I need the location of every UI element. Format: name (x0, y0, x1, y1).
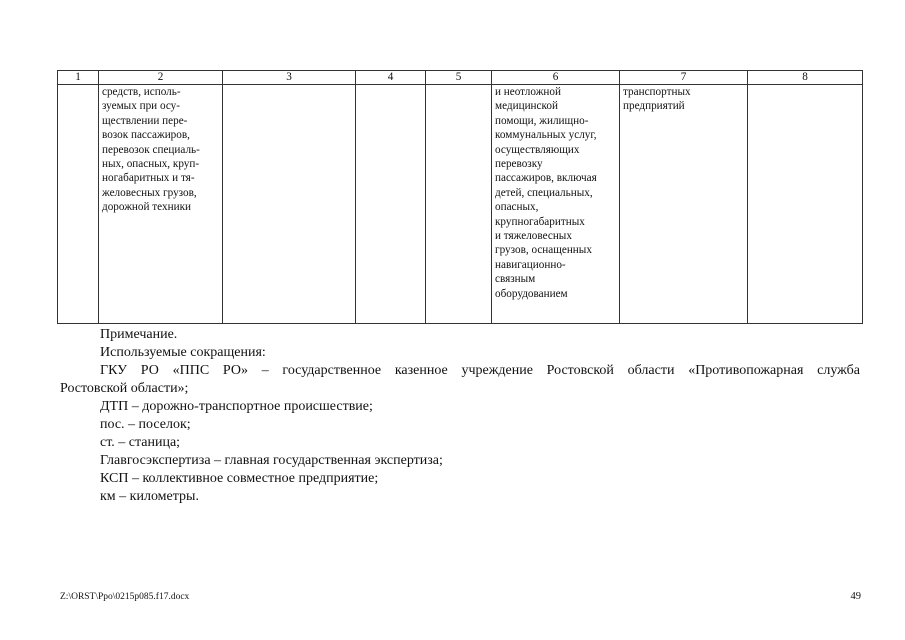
cell-text-line: осуществляющих (495, 143, 580, 156)
table-header-row (58, 71, 863, 85)
column-header-2: 2 (99, 71, 223, 85)
cell-text-line: транспортных (623, 86, 691, 98)
cell-text-line: дорожной техники (102, 201, 191, 214)
cell-text-line: медицинской (495, 100, 558, 113)
cell-text-line: оборудованием (495, 287, 568, 300)
abbreviation-gku-line2: Ростовской области»; (60, 381, 189, 396)
cell-text-line: перевозок специаль- (102, 143, 200, 156)
abbreviation-gku-line1: ГКУ РО «ППС РО» – государственное казенное учреждение Ростовской области «Противопожарная служба (100, 363, 860, 378)
abbreviation-ksp: КСП – коллективное совместное предприятие; (100, 471, 379, 486)
table-cell-col4 (356, 85, 426, 324)
cell-text-line: крупногабаритных (495, 215, 585, 228)
cell-text-line: пассажиров, включая (495, 172, 597, 185)
cell-text-line: предприятий (623, 100, 685, 113)
cell-text-line: перевозку (495, 158, 543, 171)
cell-text-line: коммунальных услуг, (495, 129, 597, 142)
cell-text-line: средств, исполь- (102, 86, 181, 98)
notes-subheading: Используемые сокращения: (100, 345, 266, 360)
column-header-7: 7 (620, 71, 748, 85)
cell-text-line: навигационно- (495, 258, 566, 271)
table-row (58, 85, 863, 324)
footer-file-path: Z:\ORST\Ppo\0215p085.f17.docx (60, 592, 190, 602)
table-cell-col2 (99, 85, 223, 324)
cell-text-line: и неотложной (495, 86, 561, 98)
cell-text-line: грузов, оснащенных (495, 244, 592, 257)
table-cell-col8 (748, 85, 863, 324)
cell-text-line: связным (495, 273, 536, 286)
cell-text-line: и тяжеловесных (495, 230, 572, 243)
table-cell-col1 (58, 85, 99, 324)
column-header-8: 8 (748, 71, 863, 85)
table-cell-col3 (223, 85, 356, 324)
column-header-3: 3 (223, 71, 356, 85)
notes-heading: Примечание. (100, 327, 178, 342)
column-header-1: 1 (58, 71, 99, 85)
column-header-5: 5 (426, 71, 492, 85)
abbreviation-pos: пос. – поселок; (100, 417, 191, 432)
cell-text-line: ществлении пере- (102, 114, 188, 127)
cell-text-line: опасных, (495, 201, 539, 214)
cell-text-line: желовесных грузов, (102, 186, 197, 199)
column-header-6: 6 (492, 71, 620, 85)
cell-text-line: помощи, жилищно- (495, 114, 589, 127)
cell-text-line: зуемых при осу- (102, 100, 180, 113)
abbreviation-glavgosekspertiza: Главгосэкспертиза – главная государственная экспертиза; (100, 453, 443, 468)
document-table (57, 70, 863, 324)
table-cell-col6 (492, 85, 620, 324)
notes-section (60, 326, 860, 506)
cell-text-line: ных, опасных, круп- (102, 158, 200, 171)
abbreviation-st: ст. – станица; (100, 435, 181, 450)
abbreviation-dtp: ДТП – дорожно-транспортное происшествие; (100, 399, 373, 414)
cell-text-line: детей, специальных, (495, 186, 593, 199)
table-cell-col7 (620, 85, 748, 324)
abbreviation-km: км – километры. (100, 489, 199, 504)
cell-text-line: возок пассажиров, (102, 129, 190, 142)
column-header-4: 4 (356, 71, 426, 85)
page-number: 49 (850, 591, 861, 602)
table-cell-col5 (426, 85, 492, 324)
cell-text-line: ногабаритных и тя- (102, 172, 195, 185)
